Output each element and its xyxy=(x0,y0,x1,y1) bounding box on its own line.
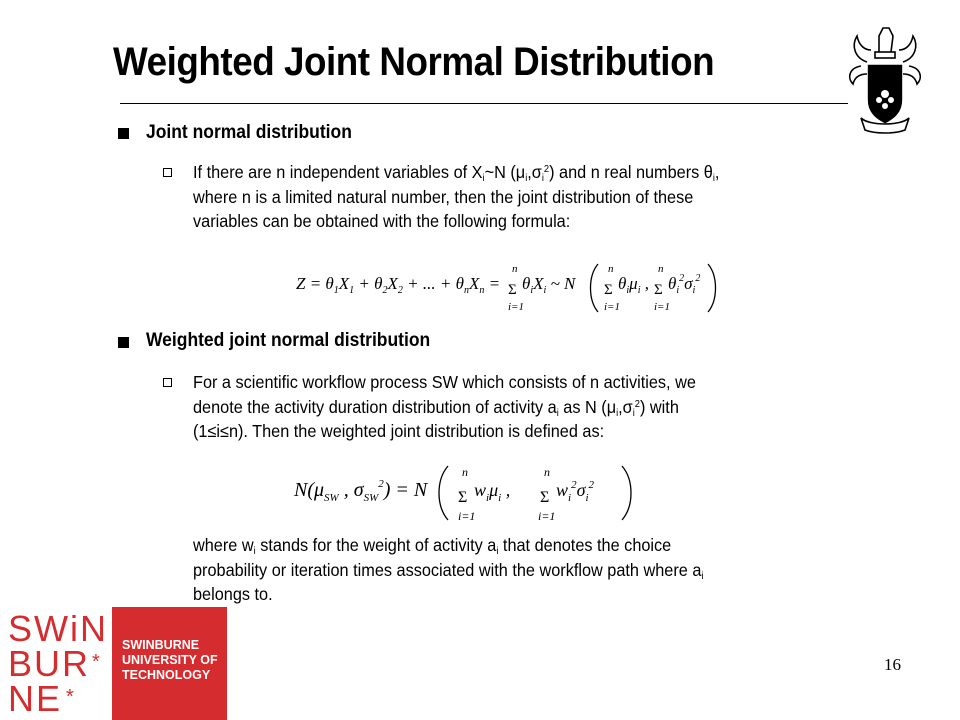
where-line3: belongs to. xyxy=(193,584,273,604)
svg-text:n: n xyxy=(658,263,664,275)
svg-text:n: n xyxy=(544,465,550,479)
where-line2: probability or iteration times associated with the workflow path where $a_i$ xyxy=(193,559,704,582)
svg-text:Σ: Σ xyxy=(458,489,468,506)
svg-text:θi2σi2: $\theta_i^2\sigma_i^2$ xyxy=(668,273,701,296)
svg-text:i=1: i=1 xyxy=(458,509,476,523)
svg-text:n: n xyxy=(512,263,518,275)
slide-title: Weighted Joint Normal Distribution xyxy=(113,40,715,84)
section1-line2: where n is a limited natural number, then the joint distribution of these xyxy=(193,186,694,207)
section1-heading: Joint normal distribution xyxy=(146,122,352,143)
section2-bullet xyxy=(118,337,129,348)
where-paragraph xyxy=(193,533,813,607)
svg-text:i=1: i=1 xyxy=(538,509,556,523)
section1-bullet xyxy=(118,128,129,139)
where-line1: where $w_i$ stands for the weight of activity $a_i$ that denotes the choice xyxy=(193,535,672,557)
svg-text:Σ: Σ xyxy=(604,282,613,298)
section2-sub-bullet xyxy=(163,378,172,387)
svg-text:Σ: Σ xyxy=(508,282,517,298)
logo-wordmark xyxy=(122,638,218,683)
weighted-joint-formula xyxy=(290,462,640,524)
section2-line2: denote the activity duration distribution of activity $a_i$ as N $(\mu_i,\sigma_i^2)$ with xyxy=(193,396,679,419)
logo-letters-row1: SWiN xyxy=(8,608,108,649)
section2-line3: (1≤i≤n). Then the weighted joint distribution is defined as: xyxy=(193,421,605,441)
svg-text:i=1: i=1 xyxy=(604,301,620,313)
logo-line2: UNIVERSITY OF xyxy=(122,653,218,667)
section1-line3: variables can be obtained with the following formula: xyxy=(193,211,571,231)
logo-letters-row3: NE * xyxy=(8,678,76,719)
svg-text:i=1: i=1 xyxy=(508,301,524,313)
section2-heading: Weighted joint normal distribution xyxy=(146,330,431,351)
section1-line1: If there are n independent variables of $X_i\sim N$ $(\mu_i,\sigma_i^2)$ and n real numbers $\theta_i$, xyxy=(193,162,720,184)
svg-text:n: n xyxy=(462,465,468,479)
logo-line3: TECHNOLOGY xyxy=(122,668,211,682)
svg-text:N(μSW , σSW2) = N: $N(\mu_{SW}$ , $\sigma_{SW}^2) = N$ xyxy=(294,478,428,504)
section2-paragraph xyxy=(193,370,813,444)
svg-text:θiXi ~ N: $\theta_iX_i$ ~ N xyxy=(522,274,576,296)
svg-text:n: n xyxy=(608,263,614,275)
svg-text:i=1: i=1 xyxy=(654,301,670,313)
section1-paragraph xyxy=(193,160,813,234)
svg-text:θiμi ,: $\theta_i\mu_i$ , xyxy=(618,274,649,296)
joint-normal-formula xyxy=(290,258,720,316)
university-crest-icon xyxy=(845,22,925,134)
logo-letters-row2: BUR * xyxy=(8,643,102,684)
title-underline xyxy=(120,103,848,104)
svg-text:Z = θ1X1 + θ2X2 + ... + θnXn =: $Z = \theta_1X_1 + \theta_2X_2$ + ... + $\theta_nX_n$ = xyxy=(296,274,501,296)
section1-sub-bullet xyxy=(163,168,172,177)
svg-text:Σ: Σ xyxy=(540,489,550,506)
svg-text:wiμi ,: $w_i\mu_i$ , xyxy=(474,480,511,504)
logo-line1: SWINBURNE xyxy=(122,638,200,652)
svg-text:Σ: Σ xyxy=(654,282,663,298)
section2-line1: For a scientific workflow process SW which consists of n activities, we xyxy=(193,372,696,392)
page-number: 16 xyxy=(884,655,901,674)
svg-text:wi2σi2: $w_i^2\sigma_i^2$ xyxy=(556,479,595,504)
